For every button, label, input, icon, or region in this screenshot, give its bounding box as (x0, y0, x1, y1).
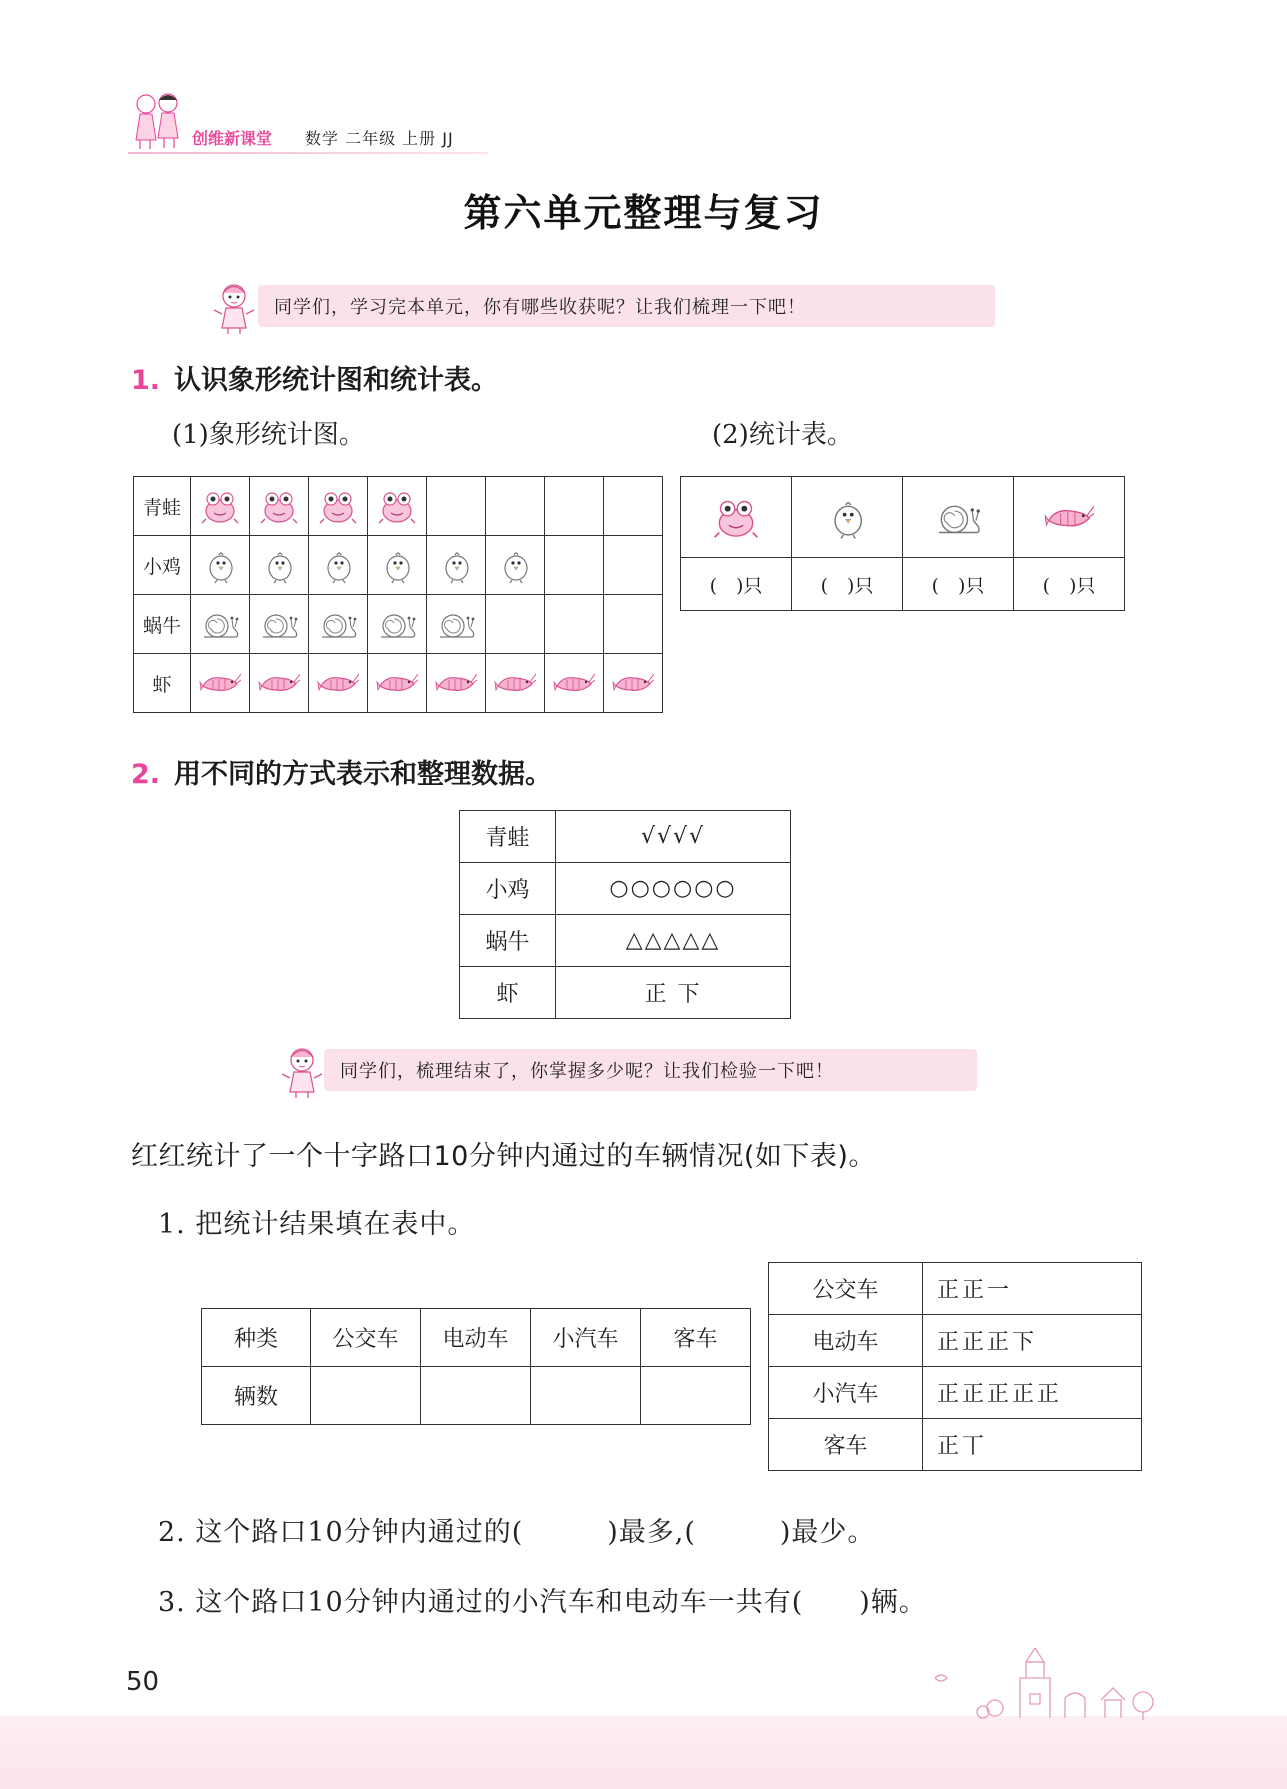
snail-icon (376, 605, 418, 643)
stats-icon-cell (792, 477, 903, 558)
tally-row-label: 客车 (769, 1419, 923, 1471)
vehicle-count-blank[interactable] (311, 1367, 421, 1425)
tally-row-value: 正正正正正 (923, 1367, 1142, 1419)
pictograph-cell (604, 595, 663, 654)
vehicle-count-table (201, 1308, 751, 1425)
tally-row-value: 正正正下 (923, 1315, 1142, 1367)
pictograph-cell (368, 536, 427, 595)
pictograph-cell (604, 536, 663, 595)
shrimp-icon (199, 664, 241, 702)
mascot-icon (278, 1044, 326, 1100)
chick-icon (317, 546, 359, 584)
vehicle-count-blank[interactable] (421, 1367, 531, 1425)
page-number: 50 (126, 1667, 160, 1697)
pictograph-cell (309, 536, 368, 595)
pictograph-cell (368, 477, 427, 536)
shrimp-icon (612, 664, 654, 702)
stats-count-blank[interactable]: ( )只 (681, 558, 792, 611)
pictograph-cell (191, 654, 250, 713)
pictograph-cell (604, 654, 663, 713)
pictograph-cell (250, 654, 309, 713)
marks-row-label: 小鸡 (460, 863, 556, 915)
question-1: 1. 把统计结果填在表中。 (158, 1209, 476, 1240)
frog-icon (376, 487, 418, 525)
stats-count-blank[interactable]: ( )只 (903, 558, 1014, 611)
problem-intro: 红红统计了一个十字路口10分钟内通过的车辆情况(如下表)。 (131, 1141, 876, 1172)
book-subject: 数学 二年级 上册 JJ (305, 129, 454, 148)
tally-row (769, 1367, 1142, 1419)
pictograph-row (134, 654, 663, 713)
stats-icon-cell (903, 477, 1014, 558)
vehicle-count-blank[interactable] (531, 1367, 641, 1425)
marks-row-label: 青蛙 (460, 811, 556, 863)
vehicle-table-header: 公交车 (311, 1309, 421, 1367)
stats-icon-cell (681, 477, 792, 558)
tally-row (769, 1263, 1142, 1315)
pictograph-cell (486, 477, 545, 536)
pictograph-cell (309, 477, 368, 536)
tally-row (769, 1419, 1142, 1471)
vehicle-table-header: 小汽车 (531, 1309, 641, 1367)
pictograph-cell (486, 536, 545, 595)
check-intro-bubble: 同学们，梳理结束了，你掌握多少呢？让我们检验一下吧！ (324, 1049, 977, 1091)
tally-row (769, 1315, 1142, 1367)
pictograph-cell (427, 654, 486, 713)
stats-count-blank[interactable]: ( )只 (792, 558, 903, 611)
footer-band (0, 1716, 1287, 1789)
section-2-heading (131, 752, 552, 791)
castle-decoration-icon (925, 1648, 1175, 1720)
snail-icon (199, 605, 241, 643)
section-1-number: 1. (131, 365, 161, 396)
marks-row-value: 正 下 (556, 967, 791, 1019)
chick-icon (199, 546, 241, 584)
pictograph-row-label: 蜗牛 (134, 595, 191, 654)
question-3: 3. 这个路口10分钟内通过的小汽车和电动车一共有( )辆。 (158, 1587, 927, 1618)
pictograph-row (134, 536, 663, 595)
pictograph-row (134, 595, 663, 654)
pictograph-cell (604, 477, 663, 536)
stats-table (680, 476, 1125, 611)
marks-row-label: 虾 (460, 967, 556, 1019)
pictograph-row-label: 青蛙 (134, 477, 191, 536)
question-2: 2. 这个路口10分钟内通过的( )最多,( )最少。 (158, 1517, 876, 1548)
pictograph-cell (545, 477, 604, 536)
frog-icon (711, 494, 761, 540)
frog-icon (258, 487, 300, 525)
shrimp-icon (376, 664, 418, 702)
pictograph-cell (427, 477, 486, 536)
shrimp-icon (258, 664, 300, 702)
pictograph-cell (250, 477, 309, 536)
stats-table-subheading: (2)统计表。 (712, 420, 853, 450)
pictograph-cell (250, 536, 309, 595)
section-2-title: 用不同的方式表示和整理数据。 (174, 759, 553, 790)
marks-row-value: △△△△△ (556, 915, 791, 967)
marks-row (460, 967, 791, 1019)
chick-icon (376, 546, 418, 584)
vehicle-count-blank[interactable] (641, 1367, 751, 1425)
marks-table (459, 810, 791, 1019)
marks-row (460, 915, 791, 967)
section-2-number: 2. (131, 759, 161, 790)
vehicle-table-header: 客车 (641, 1309, 751, 1367)
pictograph-cell (250, 595, 309, 654)
frog-icon (317, 487, 359, 525)
vehicle-table-header: 种类 (202, 1309, 311, 1367)
pictograph-cell (427, 595, 486, 654)
chick-icon (494, 546, 536, 584)
shrimp-icon (317, 664, 359, 702)
snail-icon (933, 494, 983, 540)
pictograph-cell (368, 654, 427, 713)
pictograph-cell (191, 477, 250, 536)
vehicle-table-header: 电动车 (421, 1309, 531, 1367)
pictograph-row (134, 477, 663, 536)
marks-row (460, 811, 791, 863)
shrimp-icon (435, 664, 477, 702)
pictograph-cell (486, 654, 545, 713)
pictograph-cell (545, 654, 604, 713)
mascot-icon (210, 280, 258, 336)
pictograph-row-label: 虾 (134, 654, 191, 713)
header-divider (128, 152, 488, 154)
snail-icon (258, 605, 300, 643)
pictograph-cell (191, 536, 250, 595)
brand-name: 创维新课堂 (192, 129, 273, 148)
brand-mascots-icon (128, 90, 188, 152)
snail-icon (435, 605, 477, 643)
vehicle-tally-table (768, 1262, 1142, 1471)
shrimp-icon (553, 664, 595, 702)
chick-icon (258, 546, 300, 584)
pictograph-cell (427, 536, 486, 595)
review-intro-bubble: 同学们，学习完本单元，你有哪些收获呢？让我们梳理一下吧！ (258, 285, 995, 327)
marks-row (460, 863, 791, 915)
tally-row-label: 电动车 (769, 1315, 923, 1367)
pictograph-cell (191, 595, 250, 654)
pictograph-cell (545, 595, 604, 654)
snail-icon (317, 605, 359, 643)
marks-row-value: √√√√ (556, 811, 791, 863)
marks-row-value: ○○○○○○ (556, 863, 791, 915)
section-1-title: 认识象形统计图和统计表。 (174, 365, 499, 396)
vehicle-table-row-label: 辆数 (202, 1367, 311, 1425)
pictograph-cell (309, 595, 368, 654)
pictograph-subheading: (1)象形统计图。 (172, 420, 365, 450)
pictograph-chart (133, 476, 663, 713)
pictograph-row-label: 小鸡 (134, 536, 191, 595)
tally-row-label: 公交车 (769, 1263, 923, 1315)
shrimp-icon (494, 664, 536, 702)
pictograph-cell (486, 595, 545, 654)
pictograph-cell (545, 536, 604, 595)
chick-icon (822, 494, 872, 540)
pictograph-cell (368, 595, 427, 654)
tally-row-label: 小汽车 (769, 1367, 923, 1419)
frog-icon (199, 487, 241, 525)
chick-icon (435, 546, 477, 584)
marks-row-label: 蜗牛 (460, 915, 556, 967)
section-1-heading (131, 358, 498, 397)
stats-icon-cell (1014, 477, 1125, 558)
page-title: 第六单元整理与复习 (463, 191, 824, 235)
stats-count-blank[interactable]: ( )只 (1014, 558, 1125, 611)
pictograph-cell (309, 654, 368, 713)
shrimp-icon (1044, 494, 1094, 540)
tally-row-value: 正丅 (923, 1419, 1142, 1471)
tally-row-value: 正正一 (923, 1263, 1142, 1315)
